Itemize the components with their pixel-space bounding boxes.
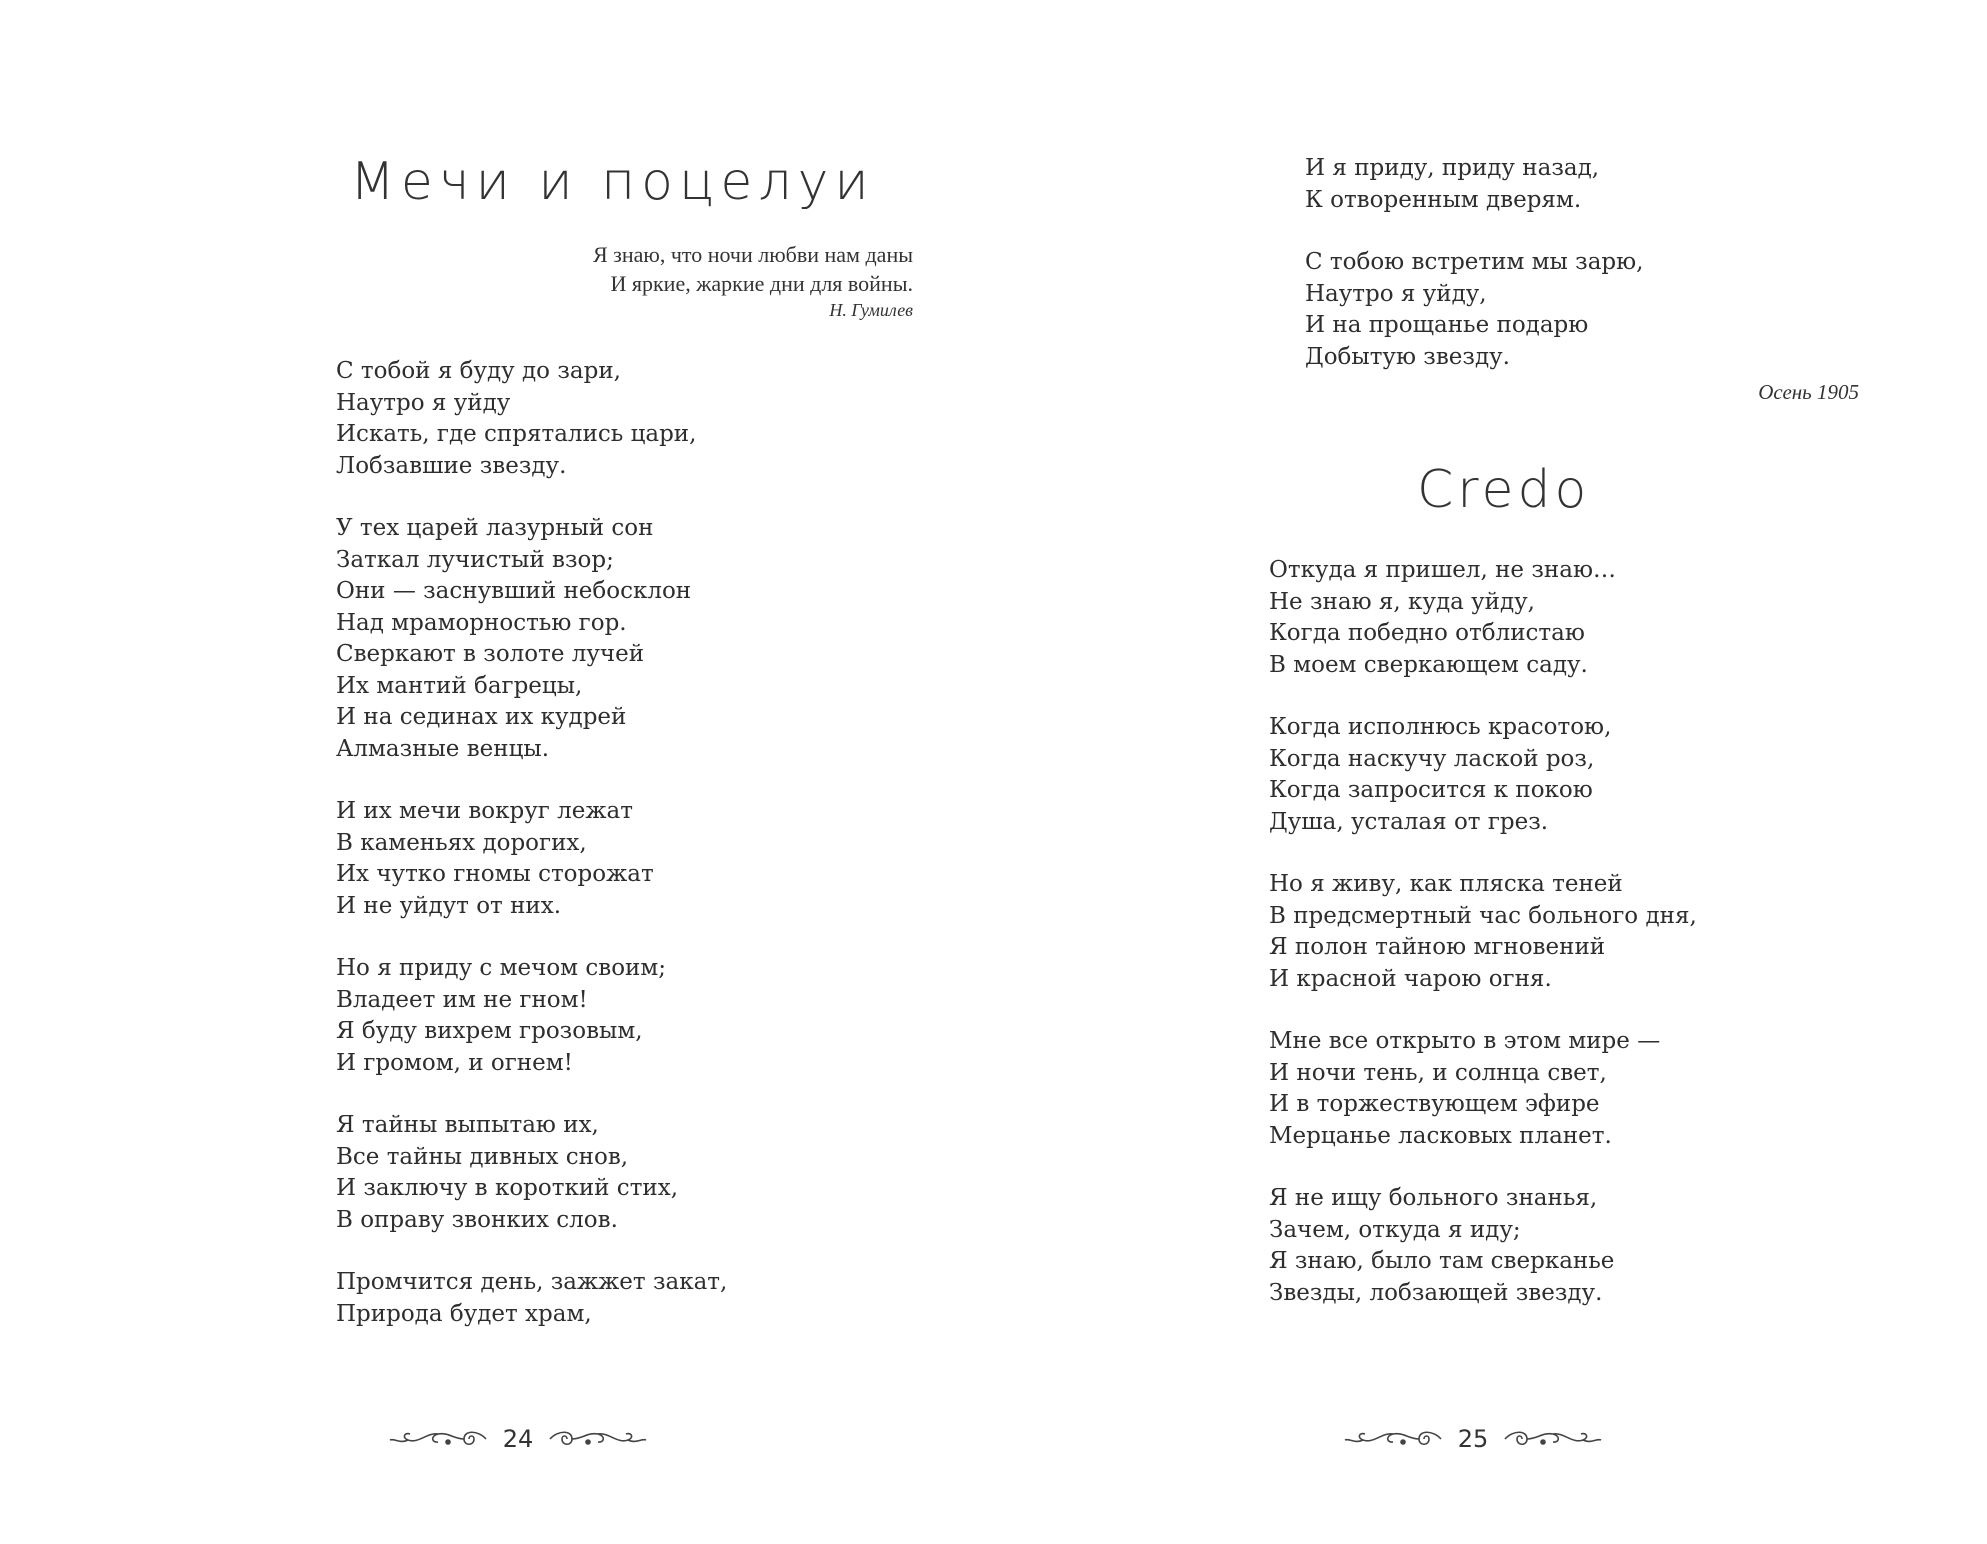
epigraph-author: Н. Гумилев bbox=[829, 300, 913, 320]
verse-line: Их мантий багрецы, bbox=[336, 672, 583, 699]
verse-line: Душа, усталая от грез. bbox=[1269, 808, 1549, 835]
verse-line: Откуда я пришел, не знаю… bbox=[1269, 557, 1616, 583]
verse-line: Наутро я уйду, bbox=[1305, 280, 1487, 307]
verse-line: Их чутко гномы сторожат bbox=[336, 861, 654, 887]
verse-line: Добытую звезду. bbox=[1305, 343, 1510, 370]
verse-line: Звезды, лобзающей звезду. bbox=[1269, 1279, 1603, 1306]
verse-line: К отворенным дверям. bbox=[1305, 186, 1582, 213]
verse-line: В предсмертный час больного дня, bbox=[1269, 902, 1697, 929]
verse-line: Промчится день, зажжет закат, bbox=[336, 1269, 728, 1295]
verse-line: Искать, где спрятались цари, bbox=[336, 421, 697, 447]
verse-line: Наутро я уйду bbox=[336, 389, 511, 416]
verse-line: Владеет им не гном! bbox=[336, 986, 588, 1013]
verse-line: В моем сверкающем саду. bbox=[1269, 651, 1588, 678]
page-footer-right bbox=[1343, 1425, 1603, 1453]
epigraph-line: Я знаю, что ночи любви нам даны bbox=[592, 242, 913, 267]
verse-line: Мерцанье ласковых планет. bbox=[1269, 1122, 1612, 1149]
stanza bbox=[336, 513, 727, 765]
verse-line: Я знаю, было там сверканье bbox=[1269, 1248, 1615, 1274]
stanza bbox=[1269, 869, 1697, 995]
verse-line: И ночи тень, и солнца свет, bbox=[1269, 1059, 1607, 1086]
verse-line: Над мраморностью гор. bbox=[336, 609, 627, 636]
page-number: 24 bbox=[502, 1425, 534, 1453]
verse-line: Они — заснувший небосклон bbox=[336, 578, 692, 604]
verse-line: И их мечи вокруг лежат bbox=[336, 798, 633, 824]
stanza bbox=[336, 796, 727, 922]
page-footer-left bbox=[388, 1425, 648, 1453]
verse-line: Но я приду с мечом своим; bbox=[336, 955, 667, 981]
verse-line: В каменьях дорогих, bbox=[336, 829, 587, 856]
verse-line: Но я живу, как пляска теней bbox=[1269, 871, 1623, 897]
flourish-ornament-icon bbox=[1343, 1426, 1443, 1452]
verse-line: Не знаю я, куда уйду, bbox=[1269, 588, 1535, 615]
left-page bbox=[0, 0, 993, 1544]
verse-line: Когда наскучу лаской роз, bbox=[1269, 745, 1595, 772]
verse-line: Я тайны выпытаю их, bbox=[336, 1112, 599, 1138]
verse-line: Лобзавшие звезду. bbox=[336, 452, 567, 479]
verse-line: Мне все открыто в этом мире — bbox=[1269, 1028, 1661, 1054]
verse-line: Я не ищу больного знанья, bbox=[1269, 1185, 1598, 1211]
verse-line: Природа будет храм, bbox=[336, 1300, 592, 1327]
stanza bbox=[336, 356, 727, 482]
verse-line: Все тайны дивных снов, bbox=[336, 1143, 629, 1170]
verse-line: И на прощанье подарю bbox=[1305, 312, 1589, 338]
poem-date: Осень 1905 bbox=[1758, 380, 1859, 404]
verse-line: С тобой я буду до зари, bbox=[336, 358, 621, 384]
verse-line: И в торжествующем эфире bbox=[1269, 1091, 1600, 1117]
verse-line: В оправу звонких слов. bbox=[336, 1206, 618, 1233]
verse-line: И громом, и огнем! bbox=[336, 1049, 573, 1076]
flourish-ornament-icon bbox=[388, 1426, 488, 1452]
verse-line: И на сединах их кудрей bbox=[336, 704, 627, 730]
epigraph bbox=[593, 240, 913, 322]
stanza bbox=[1269, 1026, 1697, 1152]
flourish-ornament-icon bbox=[1503, 1426, 1603, 1452]
poem-body-left bbox=[336, 356, 727, 1330]
flourish-ornament-icon bbox=[548, 1426, 648, 1452]
stanza bbox=[1269, 712, 1697, 838]
epigraph-line: И яркие, жаркие дни для войны. bbox=[610, 271, 913, 296]
poem-title-credo: Credo bbox=[1417, 460, 1591, 520]
stanza bbox=[1305, 153, 1643, 216]
verse-line: И заключу в короткий стих, bbox=[336, 1175, 679, 1201]
right-page bbox=[993, 0, 1987, 1544]
stanza bbox=[1269, 555, 1697, 681]
verse-line: Сверкают в золоте лучей bbox=[336, 641, 645, 667]
verse-line: Когда запросится к покою bbox=[1269, 777, 1593, 803]
verse-line: Когда победно отблистаю bbox=[1269, 620, 1585, 646]
verse-line: Заткал лучистый взор; bbox=[336, 546, 614, 573]
verse-line: И не уйдут от них. bbox=[336, 892, 562, 919]
poem-continuation bbox=[1305, 153, 1643, 373]
stanza bbox=[1305, 247, 1643, 373]
verse-line: Когда исполнюсь красотою, bbox=[1269, 714, 1612, 740]
verse-line: И я приду, приду назад, bbox=[1305, 155, 1600, 181]
verse-line: Я полон тайною мгновений bbox=[1269, 934, 1606, 960]
page-number: 25 bbox=[1457, 1425, 1489, 1453]
verse-line: С тобою встретим мы зарю, bbox=[1305, 249, 1644, 275]
verse-line: У тех царей лазурный сон bbox=[336, 515, 654, 541]
poem-body-credo bbox=[1269, 555, 1697, 1309]
verse-line: Зачем, откуда я иду; bbox=[1269, 1216, 1521, 1243]
verse-line: И красной чарою огня. bbox=[1269, 965, 1552, 992]
stanza bbox=[336, 1110, 727, 1236]
poem-title-swords-and-kisses: Мечи и поцелуи bbox=[350, 152, 875, 212]
stanza bbox=[336, 1267, 727, 1330]
stanza bbox=[1269, 1183, 1697, 1309]
stanza bbox=[336, 953, 727, 1079]
verse-line: Я буду вихрем грозовым, bbox=[336, 1018, 643, 1044]
verse-line: Алмазные венцы. bbox=[336, 735, 550, 762]
